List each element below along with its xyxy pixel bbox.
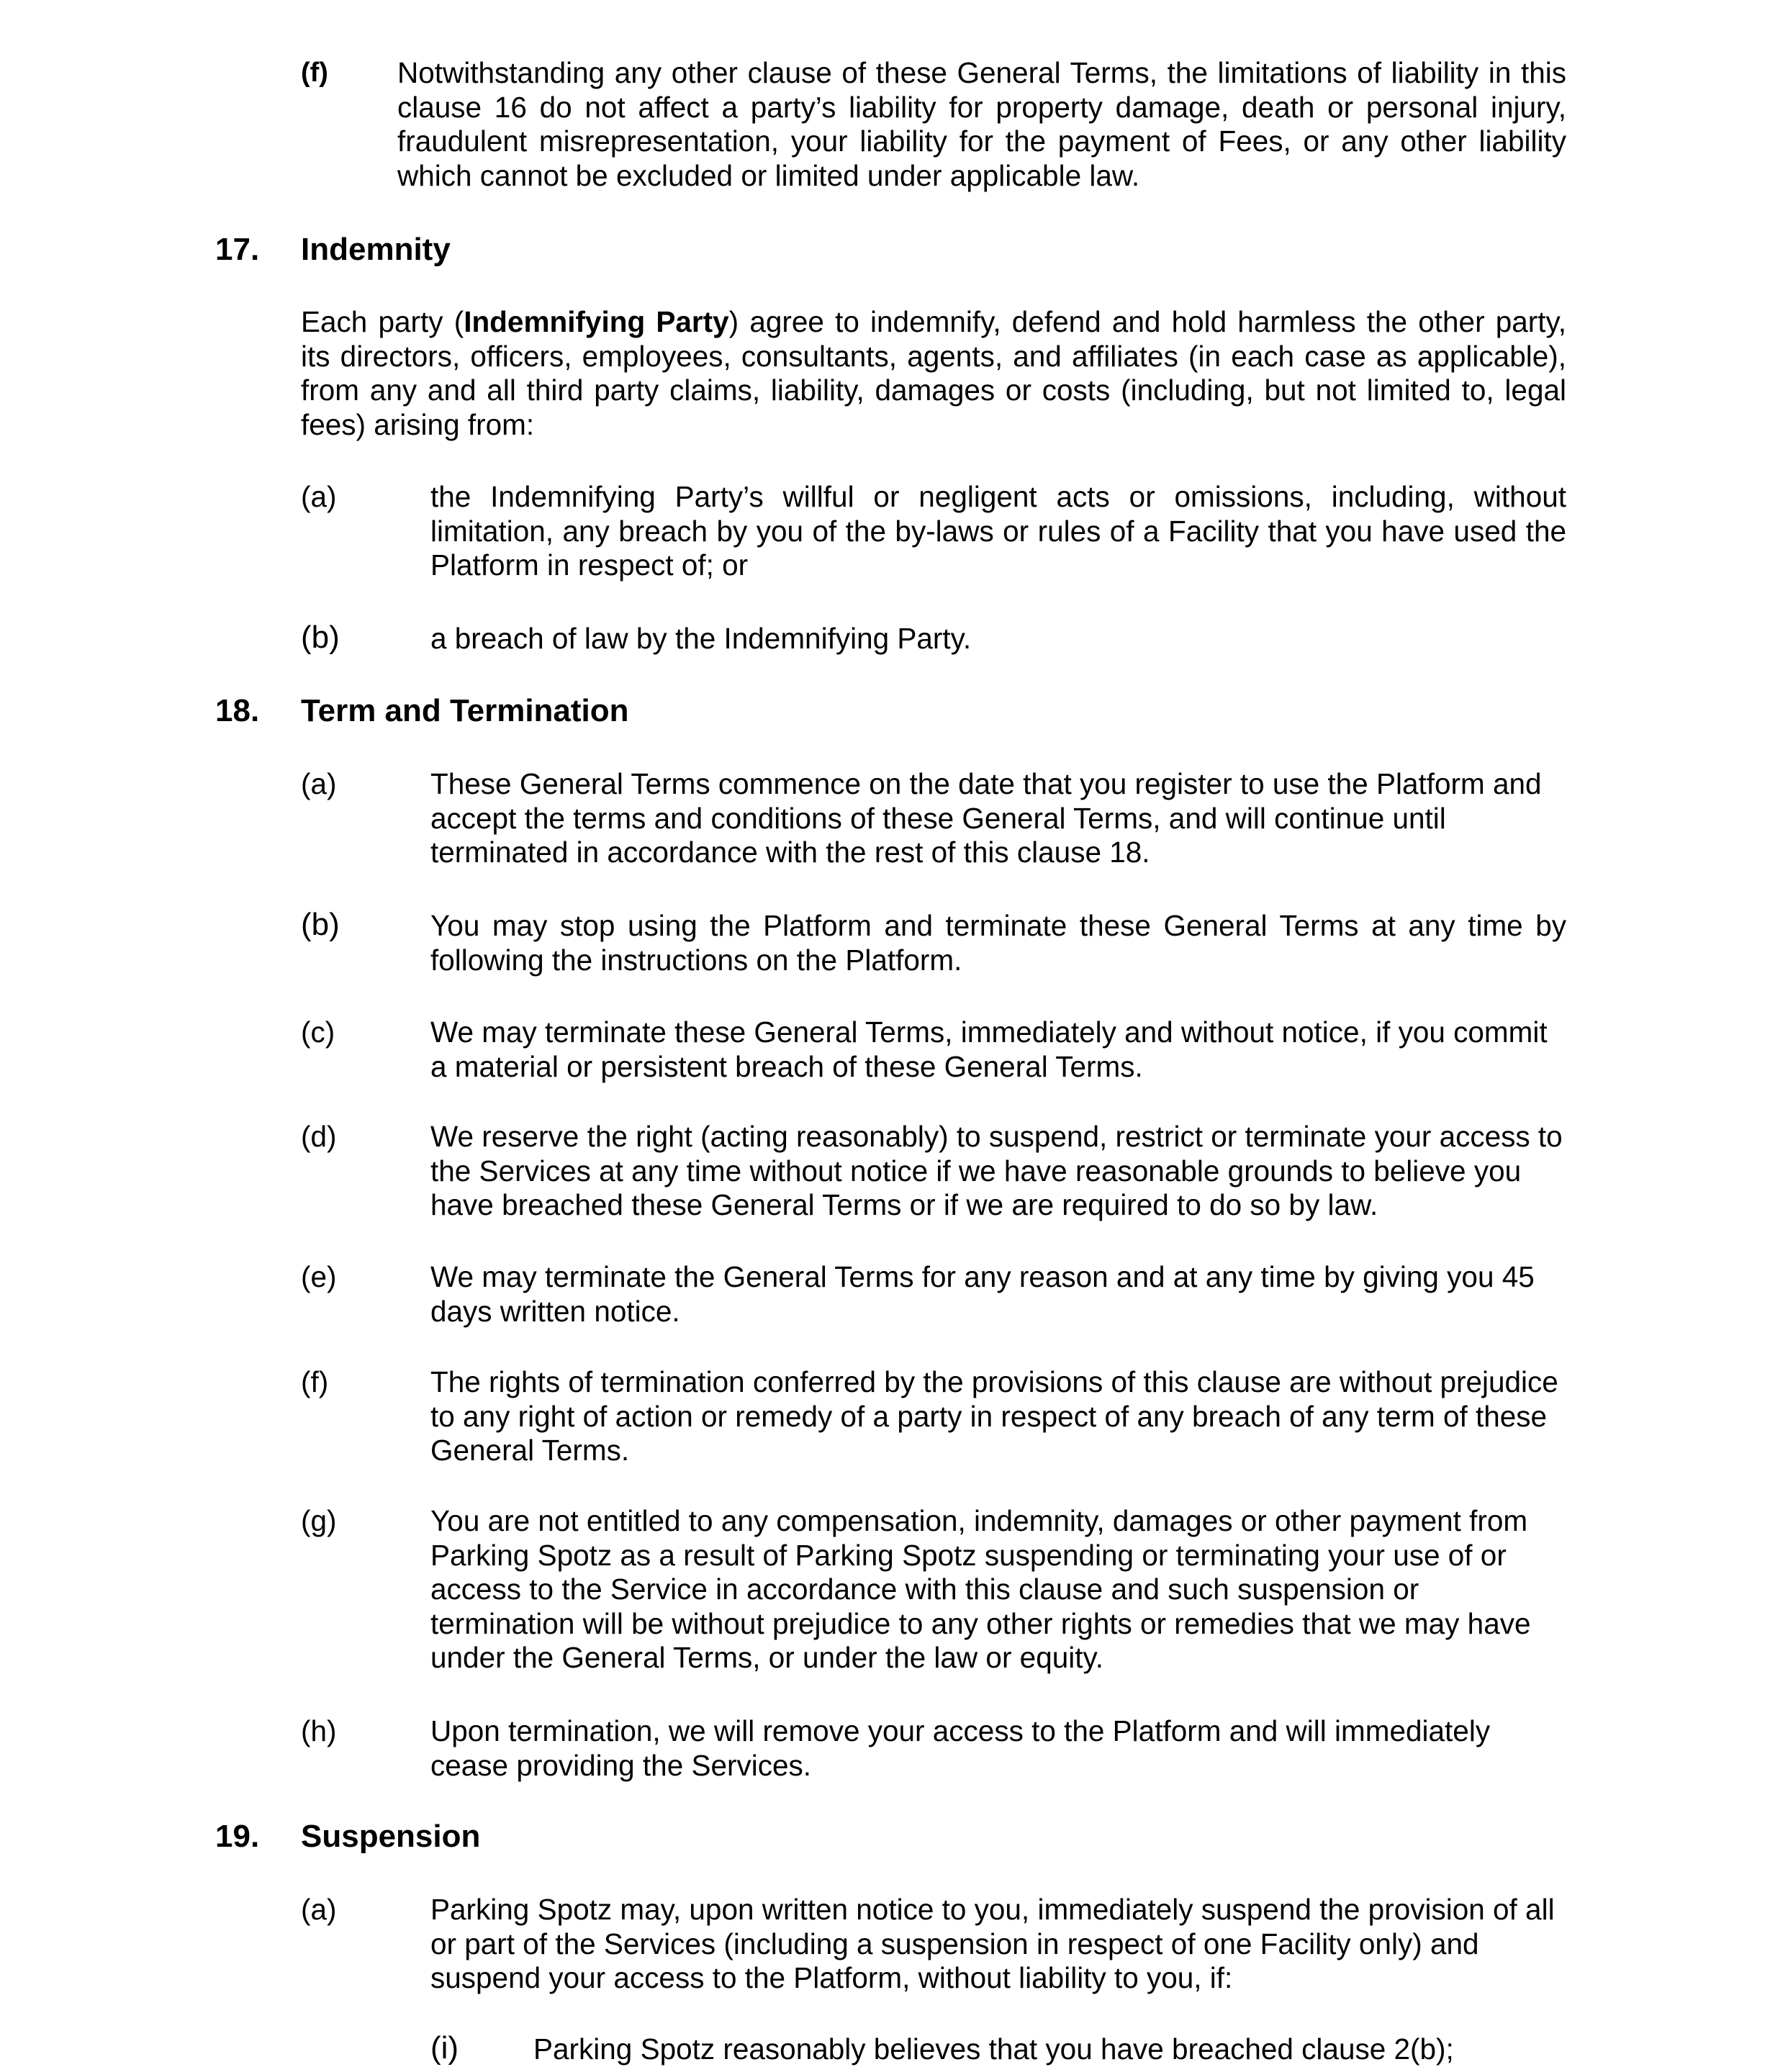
clause-18-item-g-text: You are not entitled to any compensation, indemnity, damages or other payment from Parking Spotz as a result of Parking Spotz suspending or terminating your use of or access to the Service in accordance with this clause and such suspension or termination will be without prejudice to any other rights or remedies that we may have under the General Terms, or under the law or equity. <box>430 1504 1531 1674</box>
clause-17-item-b-text: a breach of law by the Indemnifying Party. <box>430 622 972 655</box>
clause-16-item-f-text: Notwithstanding any other clause of these General Terms, the limitations of liability in this clause 16 do not affect a party’s liability for property damage, death or personal injury, fraudulent misrepresentation, your liability for the payment of Fees, or any other liability which cannot be excluded or limited under applicable law. <box>397 56 1566 192</box>
clause-19-subitem-i-label: (i) <box>430 2030 459 2066</box>
clause-18-item-a-text: These General Terms commence on the date that you register to use the Platform and accept the terms and conditions of these General Terms, and will continue until terminated in accordance with the rest of this clause 18. <box>430 767 1542 869</box>
clause-16-item-f-label: (f) <box>301 58 328 88</box>
clause-17-intro-text-end: ) agree to indemnify, defend and hold harmless the other party, its directors, officers, employees, consultants, agents, and affiliates (in each case as applicable), from any and all third party claims, liability, damages or costs (including, but not limited to, legal fees) arising from: <box>301 305 1567 441</box>
clause-19-title: Suspension <box>301 1819 481 1854</box>
clause-17-intro <box>301 305 1566 442</box>
clause-18-item-f-text: The rights of termination conferred by the provisions of this clause are without prejudice to any right of action or remedy of a party in respect of any breach of any term of these General Terms. <box>430 1365 1558 1467</box>
clause-19-item-a-text: Parking Spotz may, upon written notice to you, immediately suspend the provision of all or part of the Services (including a suspension in respect of one Facility only) and suspend your access to the Platform, without liability to you, if: <box>430 1893 1555 1994</box>
clause-18-item-b-label: (b) <box>301 907 340 942</box>
clause-18-item-b-text: You may stop using the Platform and terminate these General Terms at any time by following the instructions on the Platform. <box>430 909 1566 977</box>
clause-18-item-e-text: We may terminate the General Terms for any reason and at any time by giving you 45 days written notice. <box>430 1260 1535 1328</box>
clause-18-item-d-label: (d) <box>301 1120 337 1153</box>
clause-19-item-a-label: (a) <box>301 1893 337 1926</box>
indemnifying-party-term: Indemnifying Party <box>464 305 729 338</box>
clause-18-item-c-label: (c) <box>301 1015 335 1049</box>
clause-17-intro-text-start: Each party ( <box>301 305 464 338</box>
clause-18-item-c-text: We may terminate these General Terms, immediately and without notice, if you commit a material or persistent breach of these General Terms. <box>430 1015 1548 1083</box>
clause-19-subitem-i-text: Parking Spotz reasonably believes that you have breached clause 2(b); <box>533 2032 1454 2066</box>
clause-17-title: Indemnity <box>301 232 451 267</box>
clause-18-item-a-label: (a) <box>301 767 337 800</box>
clause-18-item-h-text: Upon termination, we will remove your access to the Platform and will immediately cease providing the Services. <box>430 1714 1491 1782</box>
clause-18-item-d-text: We reserve the right (acting reasonably) to suspend, restrict or terminate your access to the Services at any time without notice if we have reasonable grounds to believe you have breached these General Terms or if we are required to do so by law. <box>430 1120 1563 1221</box>
clause-17-item-b-label: (b) <box>301 620 340 655</box>
clause-18-item-h-label: (h) <box>301 1714 337 1747</box>
clause-17-number: 17. <box>215 232 260 267</box>
clause-17-item-a-text: the Indemnifying Party’s willful or negligent acts or omissions, including, without limitation, any breach by you of the by-laws or rules of a Facility that you have used the Platform in respect of; or <box>430 480 1566 582</box>
clause-18-item-g-label: (g) <box>301 1504 337 1537</box>
clause-17-item-a-label: (a) <box>301 480 337 513</box>
clause-19-number: 19. <box>215 1819 260 1854</box>
clause-18-title: Term and Termination <box>301 693 629 728</box>
clause-18-item-e-label: (e) <box>301 1260 337 1293</box>
clause-18-number: 18. <box>215 693 260 728</box>
clause-18-item-f-label: (f) <box>301 1365 329 1398</box>
